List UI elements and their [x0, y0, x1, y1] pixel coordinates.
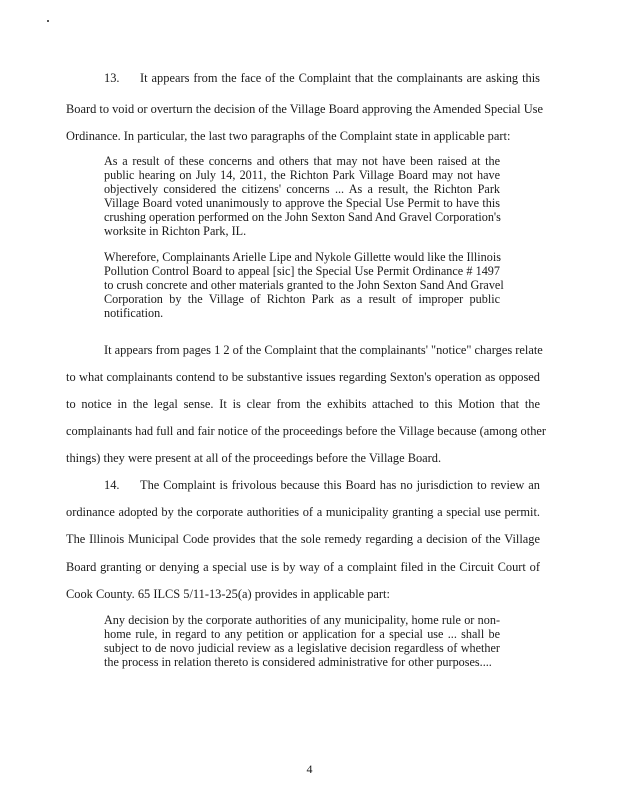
quote2-line-2: Pollution Control Board to appeal [sic] the Special Use Permit Ordinance # 1497 [104, 264, 500, 278]
quote1-line-6: worksite in Richton Park, IL. [104, 224, 247, 238]
page-number: 4 [306, 762, 313, 776]
quote3-line-3: subject to de novo judicial review as a legislative decision regardless of whether [104, 641, 500, 655]
para-notice-line-3: to notice in the legal sense. It is clear from the exhibits attached to this Motion that the [66, 397, 540, 411]
scan-speck [47, 20, 49, 22]
para-notice-line-4: complainants had full and fair notice of the proceedings before the Village because (among other [66, 424, 547, 438]
quote1-line-5: crushing operation performed on the John Sexton Sand And Gravel Corporation's [104, 210, 501, 224]
quote3-line-4: the process in relation thereto is considered administrative for other purposes.... [104, 655, 492, 669]
para14-line-3: The Illinois Municipal Code provides that the sole remedy regarding a decision of the Village [66, 532, 540, 546]
para14-number: 14. [104, 478, 120, 492]
quote3-line-2: home rule, in regard to any petition or application for a special use ... shall be [104, 627, 500, 641]
para14-line-1: 14. The Complaint is frivolous because this Board has no jurisdiction to review an [104, 478, 540, 492]
para14-line-2: ordinance adopted by the corporate authorities of a municipality granting a special use permit. [66, 505, 540, 519]
para13-number: 13. [104, 71, 120, 85]
para13-line-2: Board to void or overturn the decision of the Village Board approving the Amended Special Use [66, 102, 543, 116]
quote1-line-4: Village Board voted unanimously to approve the Special Use Permit to have this [104, 196, 500, 210]
para14-line-5: Cook County. 65 ILCS 5/11-13-25(a) provides in applicable part: [66, 587, 390, 601]
quote1-line-2: public hearing on July 14, 2011, the Richton Park Village Board may not have [104, 168, 500, 182]
quote2-line-3: to crush concrete and other materials granted to the John Sexton Sand And Gravel [104, 278, 504, 292]
para13-line-1: 13. It appears from the face of the Complaint that the complainants are asking this [104, 71, 540, 85]
para-notice-line-1: It appears from pages 1 2 of the Complaint that the complainants' "notice" charges relate [104, 343, 543, 357]
para-notice-line-2: to what complainants contend to be substantive issues regarding Sexton's operation as opposed [66, 370, 540, 384]
para14-line-4: Board granting or denying a special use is by way of a complaint filed in the Circuit Court of [66, 560, 540, 574]
quote1-line-1: As a result of these concerns and others that may not have been raised at the [104, 154, 500, 168]
quote2-line-5: notification. [104, 306, 164, 320]
quote3-line-1: Any decision by the corporate authorities of any municipality, home rule or non- [104, 613, 500, 627]
quote2-line-1: Wherefore, Complainants Arielle Lipe and Nykole Gillette would like the Illinois [104, 250, 502, 264]
quote2-line-4: Corporation by the Village of Richton Park as a result of improper public [104, 292, 500, 306]
quote1-line-3: objectively considered the citizens' concerns ... As a result, the Richton Park [104, 182, 500, 196]
para-notice-line-5: things) they were present at all of the proceedings before the Village Board. [66, 451, 442, 465]
para13-line-3: Ordinance. In particular, the last two paragraphs of the Complaint state in applicable part: [66, 129, 511, 143]
